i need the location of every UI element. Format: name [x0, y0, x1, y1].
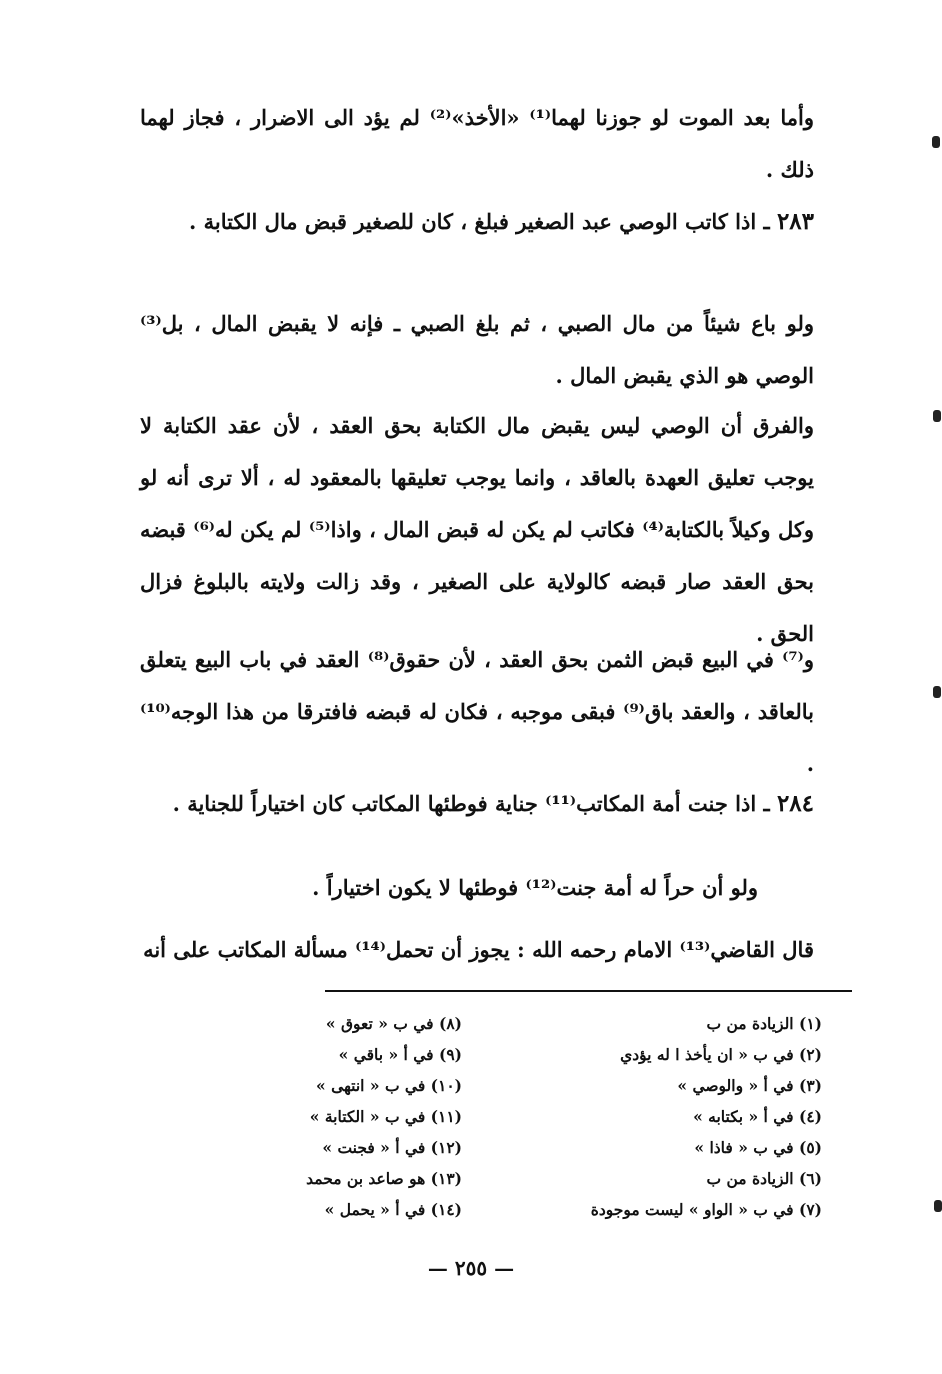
footnote-divider: [325, 990, 852, 992]
scan-edge-mark: [932, 136, 940, 148]
paragraph-2-text: ـ اذا كاتب الوصي عبد الصغير فبلغ ، كان للصغير قبض مال الكتابة .: [189, 209, 770, 234]
footnote: (٩) في أ « باقي »: [338, 1045, 462, 1064]
footnote: (٧) في ب « الواو » ليست موجودة: [590, 1200, 822, 1219]
footnotes-right-column: [591, 1008, 822, 1225]
footnote: (١) الزيادة من ب: [706, 1014, 822, 1033]
footnote: (٨) في ب « تعوق »: [325, 1014, 462, 1033]
paragraph-1: وأما بعد الموت لو جوزنا لهما⁽¹⁾ «الأخذ»⁽²⁾ لم يؤد الى الاضرار ، فجاز لهما ذلك .: [140, 105, 814, 182]
paragraph-3: ولو باع شيئاً من مال الصبي ، ثم بلغ الصبي ـ فإنه لا يقبض المال ، بل⁽³⁾ الوصي هو الذي يقبض المال .: [140, 311, 814, 388]
footnote: (١٤) في أ « يحمل »: [324, 1200, 462, 1219]
scan-edge-mark: [933, 686, 941, 698]
scan-edge-mark: [933, 410, 941, 422]
footnote: (٣) في أ « والوصي »: [677, 1076, 822, 1095]
paragraph-5: و⁽⁷⁾ في البيع قبض الثمن بحق العقد ، لأن حقوق⁽⁸⁾ العقد في باب البيع يتعلق بالعاقد ، والعقد باق⁽⁹⁾ فبقى موجبه ، فكان له قبضه فافترقا من هذا الوجه⁽¹⁰⁾ .: [140, 647, 814, 776]
page-number: — ٢٥٥ —: [427, 1256, 515, 1280]
footnote: (٢) في ب « ان يأخذ ا له يؤدي: [620, 1045, 822, 1064]
paragraph-2: [140, 196, 814, 248]
paragraph-4: والفرق أن الوصي ليس يقبض مال الكتابة بحق العقد ، لأن عقد الكتابة لا يوجب تعليق العهدة بالعاقد ، وانما يوجب تعليقها بالمعقود له ، ألا ترى أنه لو وكل وكيلاً بالكتابة⁽⁴⁾ فكاتب لم يكن له قبض المال ، واذا⁽⁵⁾ لم يكن له⁽⁶⁾ قبضه بحق العقد صار قبضه كالولاية على الصغير ، وقد زالت ولايته بالبلوغ فزال الحق .: [140, 413, 814, 646]
paragraph-8: قال القاضي⁽¹³⁾ الامام رحمه الله : يجوز أن تحمل⁽¹⁴⁾ مسألة المكاتب على أنه: [143, 937, 814, 962]
footnote: (٦) الزيادة من ب: [706, 1169, 822, 1188]
section-number-283: ٢٨٣: [776, 208, 814, 235]
footnote: (٤) في أ « بكتابه »: [693, 1107, 822, 1126]
footnote: (١٣) هو صاعد بن محمد: [306, 1169, 462, 1188]
paragraph-7: ولو أن حراً له أمة جنت⁽¹²⁾ فوطئها لا يكون اختياراً .: [312, 875, 758, 900]
footnote: (١١) في ب « الكتابة »: [309, 1107, 462, 1126]
footnote: (١٠) في ب « انتهى »: [316, 1076, 462, 1095]
footnote: (٥) في ب « فاذا »: [694, 1138, 822, 1157]
footnotes-left-column: [306, 1008, 462, 1225]
paragraph-6-text: ـ اذا جنت أمة المكاتب⁽¹¹⁾ جناية فوطئها المكاتب كان اختياراً للجناية .: [172, 791, 770, 816]
paragraph-6: [140, 778, 814, 830]
scan-edge-mark: [934, 1200, 942, 1212]
section-number-284: ٢٨٤: [776, 790, 814, 817]
footnote: (١٢) في أ « فجنت »: [322, 1138, 462, 1157]
